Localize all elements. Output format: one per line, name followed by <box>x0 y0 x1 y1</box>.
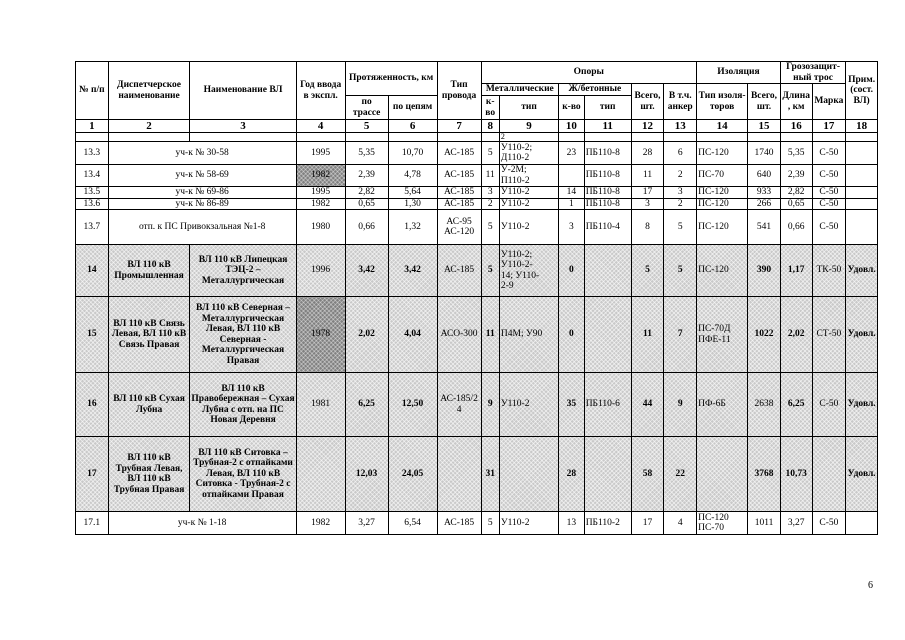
col-header-metal-count: к-во <box>481 96 499 120</box>
col-header-metal: Металлические <box>481 84 559 96</box>
col-number: 6 <box>388 120 437 133</box>
cable-length: 10,73 <box>780 437 812 512</box>
insulator-total: 3768 <box>748 437 781 512</box>
anchor-supports: 5 <box>664 210 697 245</box>
wire-type: АСО-300 <box>437 297 481 373</box>
col-number: 16 <box>780 120 812 133</box>
metal-type: У110-2 <box>499 187 558 199</box>
concrete-count: 3 <box>559 210 585 245</box>
table-row <box>76 245 878 297</box>
wire-type: АС-185 <box>437 512 481 535</box>
col-header-note: Прим. (сост. ВЛ) <box>846 62 878 120</box>
insulator-total: 2638 <box>748 373 781 437</box>
total-supports: 17 <box>631 187 664 199</box>
length-chains: 5,64 <box>388 187 437 199</box>
length-route: 0,65 <box>345 198 388 210</box>
anchor-supports: 4 <box>664 512 697 535</box>
insulator-total: 1022 <box>748 297 781 373</box>
cable-length: 2,82 <box>780 187 812 199</box>
wire-type: АС-185 <box>437 165 481 187</box>
cable-mark: С-50 <box>812 512 846 535</box>
length-route: 3,42 <box>345 245 388 297</box>
col-header-total: Всего, шт. <box>631 84 664 120</box>
length-route: 0,66 <box>345 210 388 245</box>
col-header-metal-type: тип <box>499 96 558 120</box>
total-supports: 58 <box>631 437 664 512</box>
wire-type: АС-185/24 <box>437 373 481 437</box>
concrete-count: 0 <box>559 297 585 373</box>
wire-type: АС-185 <box>437 187 481 199</box>
metal-type: У-2М; П110-2 <box>499 165 558 187</box>
dispatch-name: ВЛ 110 кВ Связь Левая, ВЛ 110 кВ Связь Правая <box>108 297 190 373</box>
row-number: 17.1 <box>76 512 109 535</box>
length-chains: 4,04 <box>388 297 437 373</box>
concrete-type: ПБ110-8 <box>584 187 631 199</box>
cable-mark: С-50 <box>812 198 846 210</box>
col-number: 15 <box>748 120 781 133</box>
col-header-concrete: Ж/бетонные <box>559 84 632 96</box>
concrete-type: ПБ110-2 <box>584 512 631 535</box>
concrete-type: ПБ110-8 <box>584 198 631 210</box>
col-header-supports: Опоры <box>481 62 697 84</box>
total-supports: 5 <box>631 245 664 297</box>
dispatch-name: ВЛ 110 кВ Трубная Левая, ВЛ 110 кВ Трубная Правая <box>108 437 190 512</box>
wire-type: АС-185 <box>437 245 481 297</box>
metal-count: 2 <box>481 198 499 210</box>
total-supports: 17 <box>631 512 664 535</box>
anchor-supports: 2 <box>664 165 697 187</box>
row-number: 17 <box>76 437 109 512</box>
insulator-total: 933 <box>748 187 781 199</box>
table-row <box>76 165 878 187</box>
col-header-name: Наименование ВЛ <box>190 62 296 120</box>
cable-length: 0,66 <box>780 210 812 245</box>
year: 1995 <box>296 142 345 165</box>
col-number: 4 <box>296 120 345 133</box>
col-header-anchor: В т.ч. анкер <box>664 84 697 120</box>
col-header-chains: по цепям <box>388 96 437 120</box>
row-number: 13.6 <box>76 198 109 210</box>
metal-count: 5 <box>481 142 499 165</box>
concrete-count: 23 <box>559 142 585 165</box>
length-chains: 6,54 <box>388 512 437 535</box>
cable-mark: С-50 <box>812 210 846 245</box>
row-number: 13.5 <box>76 187 109 199</box>
cable-length: 3,27 <box>780 512 812 535</box>
length-chains: 3,42 <box>388 245 437 297</box>
year: 1978 <box>296 297 345 373</box>
length-route: 2,39 <box>345 165 388 187</box>
length-route: 5,35 <box>345 142 388 165</box>
metal-type <box>499 437 558 512</box>
table-row <box>76 373 878 437</box>
table-row <box>76 198 878 210</box>
col-number: 11 <box>584 120 631 133</box>
anchor-supports: 5 <box>664 245 697 297</box>
metal-type: У110-2; Д110-2 <box>499 142 558 165</box>
col-header-ins-type: Тип изоля-торов <box>697 84 748 120</box>
col-number: 18 <box>846 120 878 133</box>
line-name: уч-к № 1-18 <box>108 512 296 535</box>
col-number: 5 <box>345 120 388 133</box>
col-number: 17 <box>812 120 846 133</box>
line-name: уч-к № 69-86 <box>108 187 296 199</box>
cable-length: 5,35 <box>780 142 812 165</box>
metal-count: 31 <box>481 437 499 512</box>
note: Удовл. <box>846 245 878 297</box>
length-chains: 1,30 <box>388 198 437 210</box>
row-number: 14 <box>76 245 109 297</box>
line-name: ВЛ 110 кВ Ситовка – Трубная-2 с отпайками Левая, ВЛ 110 кВ Ситовка - Трубная-2 с отпайками Правая <box>190 437 296 512</box>
year: 1980 <box>296 210 345 245</box>
line-name: уч-к № 58-69 <box>108 165 296 187</box>
insulator-total: 541 <box>748 210 781 245</box>
note: Удовл. <box>846 437 878 512</box>
concrete-type <box>584 437 631 512</box>
length-route: 6,25 <box>345 373 388 437</box>
insulator-type: ПС-70 <box>697 165 748 187</box>
total-supports: 8 <box>631 210 664 245</box>
cable-mark: С-50 <box>812 373 846 437</box>
metal-count: 5 <box>481 512 499 535</box>
note <box>846 210 878 245</box>
cable-length: 0,65 <box>780 198 812 210</box>
line-name: ВЛ 110 кВ Северная – Металлургическая Левая, ВЛ 110 кВ Северная - Металлургическая Правая <box>190 297 296 373</box>
concrete-count <box>559 165 585 187</box>
anchor-supports: 2 <box>664 198 697 210</box>
total-supports: 28 <box>631 142 664 165</box>
insulator-type: ПС-120 <box>697 245 748 297</box>
year: 1981 <box>296 373 345 437</box>
metal-type: У110-2 <box>499 373 558 437</box>
anchor-supports: 9 <box>664 373 697 437</box>
metal-count: 11 <box>481 165 499 187</box>
anchor-supports: 3 <box>664 187 697 199</box>
row-number: 15 <box>76 297 109 373</box>
table-row <box>76 187 878 199</box>
length-chains: 10,70 <box>388 142 437 165</box>
total-supports: 11 <box>631 165 664 187</box>
metal-count: 5 <box>481 210 499 245</box>
dispatch-name: ВЛ 110 кВ Сухая Лубна <box>108 373 190 437</box>
dispatch-name: ВЛ 110 кВ Промышленная <box>108 245 190 297</box>
metal-count: 9 <box>481 373 499 437</box>
col-header-cable: Грозозащит-ный трос <box>780 62 845 84</box>
cable-length: 1,17 <box>780 245 812 297</box>
line-name: ВЛ 110 кВ Правобережная – Сухая Лубна с отп. на ПС Новая Деревня <box>190 373 296 437</box>
cable-length: 2,39 <box>780 165 812 187</box>
note <box>846 142 878 165</box>
insulator-total: 266 <box>748 198 781 210</box>
cable-mark: СТ-50 <box>812 297 846 373</box>
concrete-count: 35 <box>559 373 585 437</box>
length-chains: 12,50 <box>388 373 437 437</box>
col-header-ins-total: Всего, шт. <box>748 84 781 120</box>
concrete-type <box>584 245 631 297</box>
length-chains: 24,05 <box>388 437 437 512</box>
table-row <box>76 210 878 245</box>
concrete-count: 28 <box>559 437 585 512</box>
col-header-concrete-count: к-во <box>559 96 585 120</box>
year: 1982 <box>296 512 345 535</box>
cable-mark: С-50 <box>812 142 846 165</box>
line-name: уч-к № 30-58 <box>108 142 296 165</box>
col-header-no: № п/п <box>76 62 109 120</box>
table-row <box>76 437 878 512</box>
cable-length: 2,02 <box>780 297 812 373</box>
wire-type: АС-185 <box>437 198 481 210</box>
col-number: 3 <box>190 120 296 133</box>
col-header-wire: Тип провода <box>437 62 481 120</box>
col-number: 2 <box>108 120 190 133</box>
metal-count: 11 <box>481 297 499 373</box>
col-number: 1 <box>76 120 109 133</box>
insulator-type: ПС-120 <box>697 198 748 210</box>
col-number: 12 <box>631 120 664 133</box>
total-supports: 44 <box>631 373 664 437</box>
insulator-type: ПС-120 <box>697 210 748 245</box>
table-row <box>76 512 878 535</box>
table-row <box>76 133 878 142</box>
table-row <box>76 142 878 165</box>
row-number: 16 <box>76 373 109 437</box>
insulator-total: 1740 <box>748 142 781 165</box>
year: 1996 <box>296 245 345 297</box>
length-route: 2,82 <box>345 187 388 199</box>
total-supports: 11 <box>631 297 664 373</box>
row-number: 13.7 <box>76 210 109 245</box>
insulator-type: ПС-120 <box>697 142 748 165</box>
anchor-supports: 7 <box>664 297 697 373</box>
col-header-length: Протяженность, км <box>345 62 437 96</box>
line-name: отп. к ПС Привокзальная №1-8 <box>108 210 296 245</box>
insulator-type: ПС-120 <box>697 187 748 199</box>
concrete-type: ПБ110-8 <box>584 165 631 187</box>
length-route: 3,27 <box>345 512 388 535</box>
note <box>846 198 878 210</box>
wire-type <box>437 437 481 512</box>
length-route: 12,03 <box>345 437 388 512</box>
col-number: 13 <box>664 120 697 133</box>
wire-type: АС-185 <box>437 142 481 165</box>
insulator-total: 1011 <box>748 512 781 535</box>
insulator-type: ПС-70Д ПФЕ-11 <box>697 297 748 373</box>
metal-type: У110-2; У110-2- 14; У110- 2-9 <box>499 245 558 297</box>
anchor-supports: 6 <box>664 142 697 165</box>
col-header-cable-len: Длина, км <box>780 84 812 120</box>
col-header-insulation: Изоляция <box>697 62 781 84</box>
col-number: 10 <box>559 120 585 133</box>
power-lines-table <box>75 61 878 535</box>
col-header-cable-mark: Марка <box>812 84 846 120</box>
concrete-type <box>584 297 631 373</box>
insulator-type <box>697 437 748 512</box>
line-name: уч-к № 86-89 <box>108 198 296 210</box>
insulator-type: ПФ-6Б <box>697 373 748 437</box>
note <box>846 165 878 187</box>
year: 1995 <box>296 187 345 199</box>
insulator-total: 390 <box>748 245 781 297</box>
col-header-year: Год ввода в экспл. <box>296 62 345 120</box>
length-chains: 4,78 <box>388 165 437 187</box>
metal-count: 5 <box>481 245 499 297</box>
concrete-type: ПБ110-8 <box>584 142 631 165</box>
note: Удовл. <box>846 373 878 437</box>
metal-type: У110-2 <box>499 210 558 245</box>
col-number: 7 <box>437 120 481 133</box>
row-number: 13.4 <box>76 165 109 187</box>
cable-length: 6,25 <box>780 373 812 437</box>
year <box>296 437 345 512</box>
cable-mark: ТК-50 <box>812 245 846 297</box>
concrete-type: ПБ110-4 <box>584 210 631 245</box>
metal-type-cell: 2 <box>499 133 558 142</box>
row-number: 13.3 <box>76 142 109 165</box>
metal-type: У110-2 <box>499 198 558 210</box>
total-supports: 3 <box>631 198 664 210</box>
col-header-dispatch: Диспетчерское наименование <box>108 62 190 120</box>
metal-count: 3 <box>481 187 499 199</box>
length-chains: 1,32 <box>388 210 437 245</box>
wire-type: АС-95 АС-120 <box>437 210 481 245</box>
note <box>846 187 878 199</box>
line-name: ВЛ 110 кВ Липецкая ТЭЦ-2 – Металлургическая <box>190 245 296 297</box>
year: 1982 <box>296 165 345 187</box>
insulator-total: 640 <box>748 165 781 187</box>
concrete-count: 0 <box>559 245 585 297</box>
table-row <box>76 297 878 373</box>
anchor-supports: 22 <box>664 437 697 512</box>
note: Удовл. <box>846 297 878 373</box>
col-number: 9 <box>499 120 558 133</box>
col-number: 14 <box>697 120 748 133</box>
metal-type: У110-2 <box>499 512 558 535</box>
page-number: 6 <box>868 580 873 591</box>
concrete-type: ПБ110-6 <box>584 373 631 437</box>
col-header-concrete-type: тип <box>584 96 631 120</box>
note <box>846 512 878 535</box>
metal-type: П4М; У90 <box>499 297 558 373</box>
concrete-count: 13 <box>559 512 585 535</box>
cable-mark <box>812 437 846 512</box>
cable-mark: С-50 <box>812 165 846 187</box>
col-header-route: по трассе <box>345 96 388 120</box>
concrete-count: 14 <box>559 187 585 199</box>
insulator-type: ПС-120 ПС-70 <box>697 512 748 535</box>
year: 1982 <box>296 198 345 210</box>
cable-mark: С-50 <box>812 187 846 199</box>
length-route: 2,02 <box>345 297 388 373</box>
concrete-count: 1 <box>559 198 585 210</box>
col-number: 8 <box>481 120 499 133</box>
